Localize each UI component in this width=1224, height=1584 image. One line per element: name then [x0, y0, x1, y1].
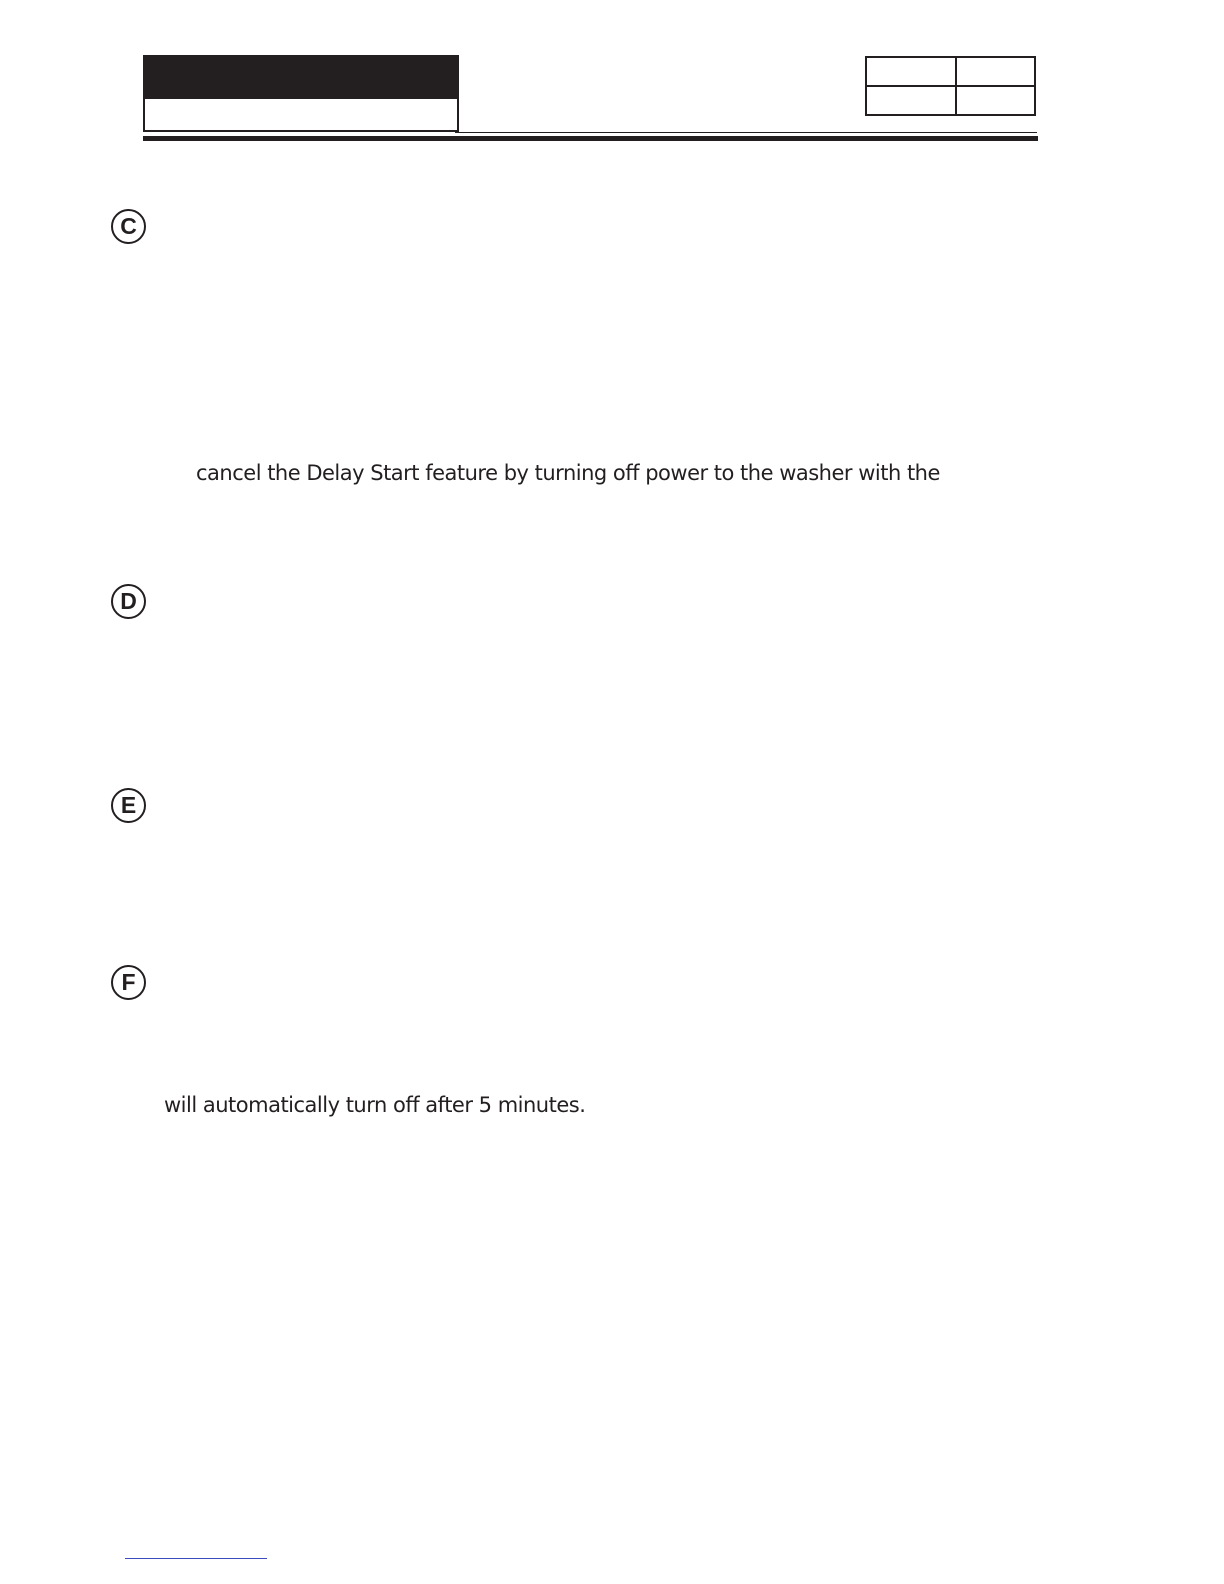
header-divider-thin — [455, 132, 1037, 133]
auto-off-note: will automatically turn off after 5 minutes. — [164, 1093, 586, 1117]
header-grid-cell — [866, 86, 956, 115]
header-divider-thick — [143, 136, 1038, 141]
footer-rule — [125, 1558, 267, 1559]
header-subtitle-block — [143, 99, 459, 132]
header-title-block — [143, 55, 459, 99]
section-marker-e: E — [111, 788, 146, 823]
delay-start-instruction: cancel the Delay Start feature by turning off power to the washer with the — [196, 461, 940, 485]
header-grid-cell — [866, 57, 956, 86]
header-grid-cell — [956, 86, 1035, 115]
section-marker-c: C — [111, 209, 146, 244]
section-marker-d: D — [111, 584, 146, 619]
header-reference-grid — [865, 56, 1036, 116]
section-marker-f: F — [111, 965, 146, 1000]
header-grid-cell — [956, 57, 1035, 86]
